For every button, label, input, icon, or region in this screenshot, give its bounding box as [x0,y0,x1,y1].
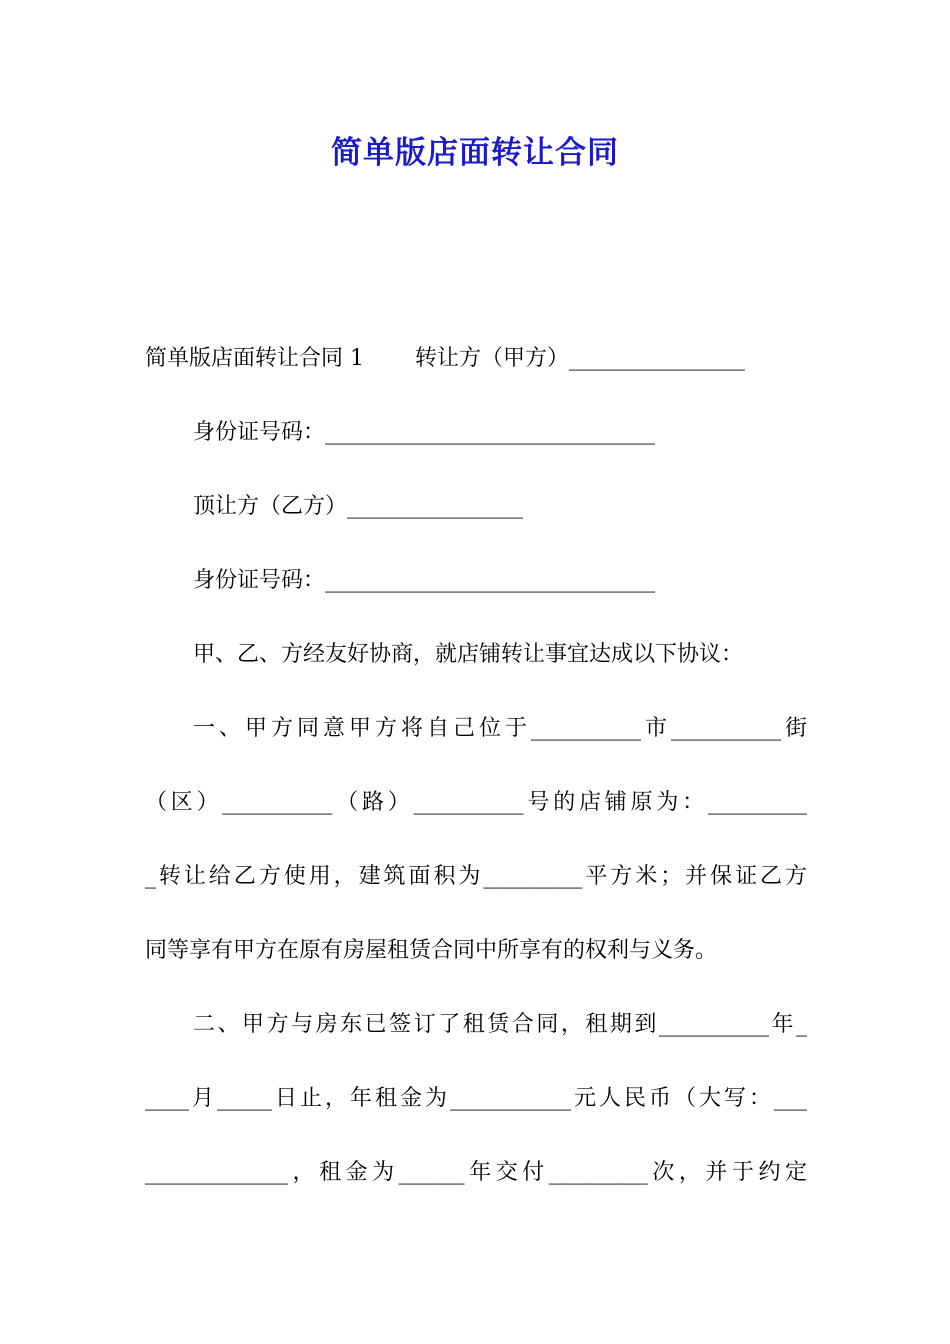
paragraph-line: 顶让方（乙方）________________ [193,494,524,519]
paragraph-line: 一、甲方同意甲方将自己位于__________市__________街 [193,716,807,741]
paragraph-line: 二、甲方与房东已签订了租赁合同，租期到__________年_ [193,1012,807,1037]
paragraph-line: _____________，租金为______年交付_________次，并于约定 [145,1160,807,1185]
paragraph-line: （区）__________（路）__________号的店铺原为：_________ [145,790,807,815]
paragraph-line: ____月_____日止，年租金为___________元人民币（大写：___ [145,1086,807,1111]
document-title: 简单版店面转让合同 [331,135,619,171]
paragraph-line: 同等享有甲方在原有房屋租赁合同中所享有的权利与义务。 [145,938,718,963]
paragraph-line: 甲、乙、方经友好协商，就店铺转让事宜达成以下协议： [193,642,744,667]
document-body [145,336,807,1224]
paragraph-line: 身份证号码：______________________________ [193,420,656,445]
paragraph-line: _转让给乙方使用，建筑面积为_________平方米；并保证乙方 [145,864,807,889]
paragraph-line: 身份证号码：______________________________ [193,568,656,593]
paragraph-line: 简单版店面转让合同 1 转让方（甲方）________________ [145,346,745,371]
